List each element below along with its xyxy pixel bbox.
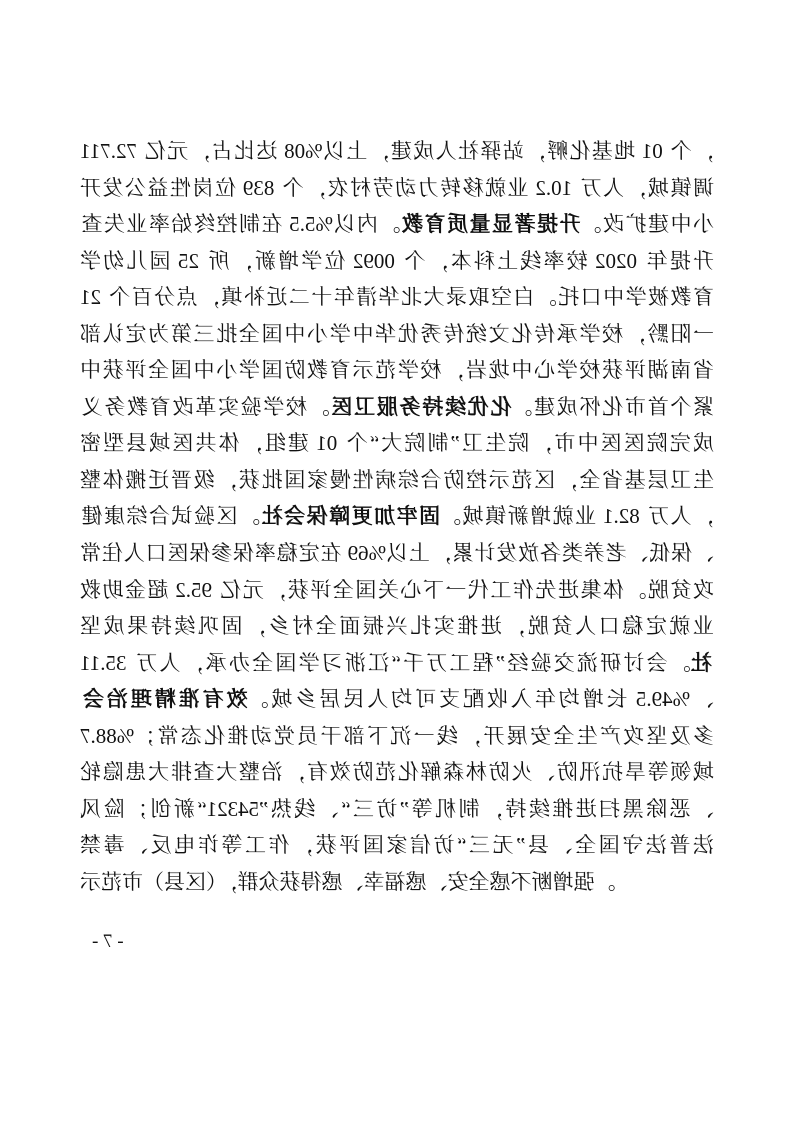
text-segment: 7.88%；常态化推动党员干部下沉一线，开展安全生产攻坚及多 [80, 723, 714, 748]
text-line [80, 754, 714, 791]
text-line [80, 243, 714, 280]
text-line [80, 279, 714, 316]
text-line [80, 425, 714, 462]
text-line [80, 462, 714, 499]
text-segment: 11.53 万人，承办全国学习浙江“千万工程”经验交流研讨会。 [80, 650, 691, 675]
text-line [80, 827, 714, 864]
text-line [80, 389, 714, 426]
text-segment: 常住人口医保参保率稳定在 96%以上，累计发放各类养老、低保、 [80, 541, 714, 566]
text-line [80, 170, 714, 207]
text-segment: 。建成怀化市首个紧 [511, 394, 714, 419]
text-segment: 健康综合试验区。 [79, 504, 261, 529]
text-segment: 。城乡居民人均可支配收入年均增长 5.94%、 [247, 687, 714, 712]
text-segment: 开发公益性岗位 938 个，农村劳动力转移就业 2.01 万人，城镇调 [80, 175, 714, 200]
text-line [80, 498, 714, 535]
bold-heading: 社 [690, 650, 714, 675]
text-line [80, 718, 714, 755]
text-segment: 查失业率始终控制在 5.5%以内。 [80, 212, 401, 237]
text-segment: 风险；创新“12345”热线、“三访”等机制，持续推进扫黑除恶、 [80, 796, 714, 821]
text-segment: 禁毒、反电诈等工作，获评国家信访“三无”县、全国守法普法 [80, 833, 714, 858]
text-segment: 。改扩建中小 [580, 212, 714, 237]
text-line [80, 864, 714, 901]
text-line [80, 572, 714, 609]
bold-heading: 社会保障更加牢固 [260, 504, 441, 529]
text-segment: 坚成果持续巩固，乡村全面振兴扎实推进，脱贫人口稳定就业 [80, 614, 714, 639]
text-segment: 示范市（县区），群众获得感、幸福感、安全感不断增强。 [80, 869, 616, 894]
text-line [80, 608, 714, 645]
text-line [80, 681, 714, 718]
bold-heading: 会治理精准有效 [80, 687, 248, 712]
body-text [80, 133, 714, 900]
text-segment: 117.27 亿元，占比达 80%以上，建成人社驿站，孵化基地 10 个， [80, 139, 714, 163]
text-segment: 部认定为第三批全国中小学中华优秀传统文化传承学校，黔阳一 [80, 321, 714, 346]
text-line [80, 535, 714, 572]
text-segment: 救助金超 2.59 亿元，获评全国关心下一代工作先进集体。脱贫攻 [80, 577, 714, 602]
text-segment: 义务教育改革实验学校。 [79, 394, 330, 419]
text-segment: 12 个百分点，填补近二十年清华北大录取空白。托口中学被教育 [80, 285, 714, 310]
text-segment: 整体搬迁晋级，获批国家慢性病综合防控示范区，全省基层卫生 [80, 467, 714, 492]
text-segment: 。城镇新增就业 1.28 万人， [440, 504, 714, 529]
page-number: - 7 - [92, 931, 124, 952]
text-line [80, 316, 714, 353]
text-segment: 中获评全国中小学国防教育示范学校，岩垅中心学校获评湖南省 [80, 358, 714, 383]
text-line [80, 133, 714, 170]
text-line [80, 206, 714, 243]
text-line [80, 352, 714, 389]
bold-heading: 医卫服务持续优化 [329, 394, 512, 419]
text-segment: 轮隐患大排查大整治，有效防范化解森林防火、防汛抗旱等领域 [80, 760, 714, 785]
bold-heading: 教育质量显著提升 [400, 212, 581, 237]
text-segment: 学幼儿园 52 所，新增学位 2900 个，本科上线率较 2020 年提升 [80, 248, 714, 273]
text-segment: 密型县域医共体，组建 10 个“大院制”卫生院，市中医医院完成 [80, 431, 714, 456]
text-line [80, 791, 714, 828]
text-line [80, 645, 714, 682]
